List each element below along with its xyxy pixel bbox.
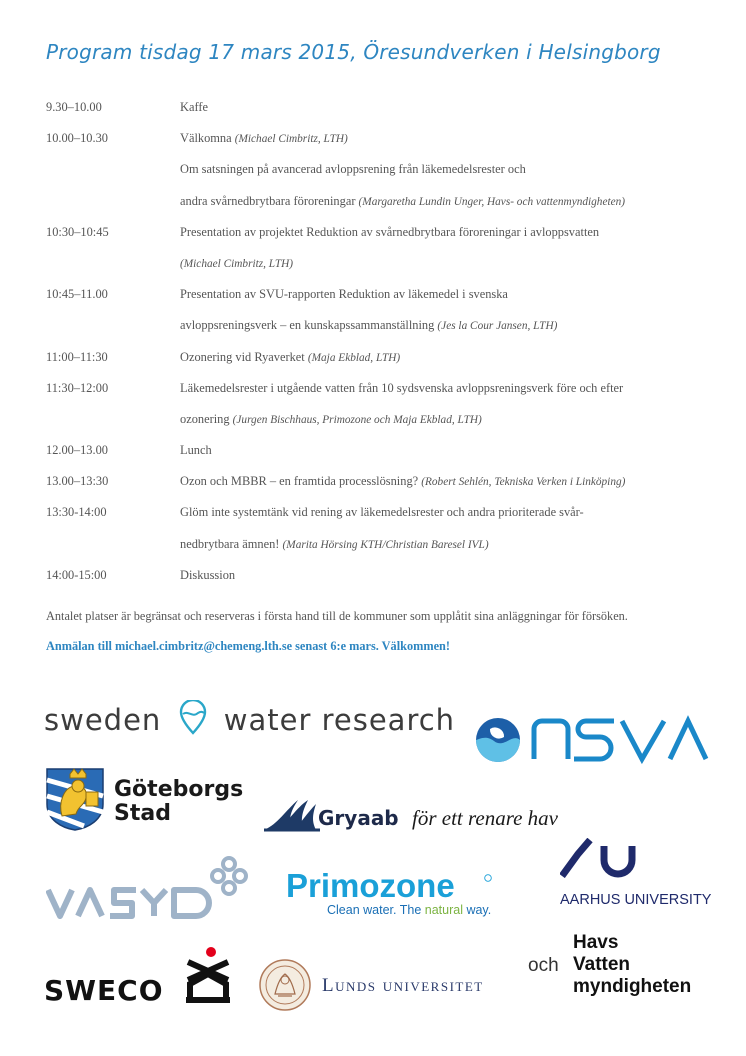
- program-text: Lunch: [180, 443, 212, 458]
- program-time: 11:00–11:30: [46, 349, 108, 364]
- goteborg-coat-of-arms-icon: [44, 766, 106, 832]
- program-time: 9.30–10.00: [46, 100, 102, 114]
- program-text: Välkomna: [180, 131, 235, 146]
- row-gap: [46, 305, 726, 315]
- havs-text-3: myndigheten: [573, 976, 692, 997]
- havs-vatten-logo-text: [573, 932, 691, 998]
- row-gap: [46, 430, 726, 440]
- program-speaker: (Marita Hörsing KTH/Christian Baresel IVL): [282, 538, 489, 551]
- program-speaker: (Michael Cimbritz, LTH): [234, 133, 348, 146]
- program-time: [46, 534, 180, 555]
- program-description: [180, 534, 726, 555]
- program-time: 12.00–13.00: [46, 443, 108, 458]
- program-row: [46, 284, 726, 305]
- program-text: Kaffe: [180, 100, 208, 114]
- program-text: avloppsreningsverk – en kunskapssammanställning: [180, 318, 438, 333]
- program-text: nedbrytbara ämnen!: [180, 536, 283, 551]
- row-gap: [46, 336, 726, 346]
- program-row: [46, 315, 726, 336]
- goteborg-text-1: Göteborgs: [114, 777, 244, 802]
- program-time: 10.00–10.30: [46, 131, 108, 146]
- program-time: [46, 191, 180, 212]
- havs-och-text: och: [528, 955, 559, 976]
- program-description: [180, 315, 726, 336]
- aarhus-university-text: AARHUS UNIVERSITY: [560, 892, 712, 908]
- program-text: Ozon och MBBR – en framtida processlösning?: [180, 474, 422, 489]
- program-row: [46, 128, 726, 149]
- program-time: [46, 315, 180, 336]
- row-gap: [46, 149, 726, 159]
- sweden-water-text-a: sweden: [44, 703, 162, 737]
- program-speaker: (Michael Cimbritz, LTH): [180, 257, 294, 270]
- program-description: [180, 471, 726, 492]
- goteborg-logo-text: [114, 778, 243, 826]
- program-time: 14:00-15:00: [46, 567, 107, 582]
- row-gap: [46, 243, 726, 253]
- primozone-tag-b: natural: [424, 903, 463, 917]
- program-row: [46, 347, 726, 368]
- gryaab-tagline: för ett renare hav: [412, 806, 558, 830]
- program-row: [46, 565, 726, 586]
- program-speaker: (Margaretha Lundin Unger, Havs- och vattenmyndigheten): [358, 195, 626, 208]
- program-row: [46, 471, 726, 492]
- water-drop-icon: [178, 700, 208, 736]
- program-description: [180, 97, 726, 118]
- primozone-tag-a: Clean water. The: [327, 903, 425, 917]
- program-time: 10:30–10:45: [46, 224, 109, 239]
- program-row: [46, 191, 726, 212]
- program-text: Glöm inte systemtänk vid rening av läkemedelsrester och andra prioriterade svår-: [180, 505, 584, 520]
- aarhus-university-icon: [560, 838, 640, 878]
- row-gap: [46, 461, 726, 471]
- program-text: Ozonering vid Ryaverket: [180, 349, 308, 364]
- sweco-mark-icon: [178, 946, 238, 1004]
- program-description: [180, 440, 726, 461]
- program-row: [46, 253, 726, 274]
- sweco-logo-text: SWECO: [44, 974, 164, 1007]
- program-text: Diskussion: [180, 567, 236, 582]
- row-gap: [46, 399, 726, 409]
- program-description: [180, 191, 726, 212]
- program-time: 13.00–13:30: [46, 474, 109, 489]
- row-gap: [46, 523, 726, 533]
- row-gap: [46, 368, 726, 378]
- seating-note: Antalet platser är begränsat och reserveras i första hand till de kommuner som upplåtit sina anläggningar för försöken.: [46, 609, 628, 623]
- havs-text-1: Havs: [573, 932, 619, 953]
- row-gap: [46, 274, 726, 284]
- program-time: 13:30-14:00: [46, 505, 107, 520]
- program-description: [180, 284, 726, 305]
- gryaab-text: Gryaab: [318, 806, 399, 830]
- program-description: [180, 502, 726, 523]
- program-text: Läkemedelsrester i utgående vatten från 10 sydsvenska avloppsreningsverk före och efter: [180, 380, 624, 395]
- program-text: andra svårnedbrytbara föroreningar: [180, 193, 359, 208]
- registration-info: Anmälan till michael.cimbritz@chemeng.lth.se senast 6:e mars. Välkommen!: [46, 639, 450, 653]
- program-text: Presentation av SVU-rapporten Reduktion av läkemedel i svenska: [180, 287, 508, 302]
- vasyd-logo: [46, 856, 252, 922]
- nsva-logo: [474, 715, 710, 765]
- program-text: ozonering: [180, 411, 233, 426]
- primozone-tag-c: way.: [462, 903, 492, 917]
- lund-university-seal-icon: [258, 958, 312, 1012]
- program-speaker: (Robert Sehlén, Tekniska Verken i Linköping): [421, 476, 626, 489]
- primozone-logo-text: Primozone: [286, 867, 455, 904]
- row-gap: [46, 180, 726, 190]
- sweden-water-text-b: water research: [223, 703, 456, 737]
- program-description: [180, 409, 726, 430]
- program-description: [180, 159, 726, 180]
- havs-text-2: Vatten: [573, 954, 631, 975]
- registered-mark-icon: [484, 874, 492, 882]
- row-gap: [46, 492, 726, 502]
- program-time: 11:30–12:00: [46, 380, 109, 395]
- program-row: [46, 159, 726, 180]
- program-row: [46, 97, 726, 118]
- program-time: 10:45–11.00: [46, 287, 108, 302]
- program-description: [180, 222, 726, 243]
- primozone-tagline: [327, 903, 491, 917]
- program-row: [46, 440, 726, 461]
- program-speaker: (Maja Ekblad, LTH): [307, 351, 401, 364]
- program-text: Presentation av projektet Reduktion av svårnedbrytbara föroreningar i avloppsvatten: [180, 224, 600, 239]
- program-row: [46, 378, 726, 399]
- program-description: [180, 253, 726, 274]
- program-description: [180, 347, 726, 368]
- program-description: [180, 565, 726, 586]
- program-table: [46, 97, 726, 586]
- program-description: [180, 378, 726, 399]
- lund-university-text: Lunds universitet: [322, 975, 484, 996]
- program-time: [46, 159, 180, 180]
- row-gap: [46, 212, 726, 222]
- program-row: [46, 222, 726, 243]
- program-time: [46, 409, 180, 430]
- program-description: [180, 128, 726, 149]
- row-gap: [46, 118, 726, 128]
- program-row: [46, 502, 726, 523]
- gryaab-wave-icon: [264, 796, 320, 832]
- goteborg-text-2: Stad: [114, 801, 171, 826]
- page-title: Program tisdag 17 mars 2015, Öresundverken i Helsingborg: [46, 40, 661, 64]
- row-gap: [46, 555, 726, 565]
- program-speaker: (Jes la Cour Jansen, LTH): [437, 320, 558, 333]
- program-text: Om satsningen på avancerad avloppsrening från läkemedelsrester och: [180, 162, 526, 177]
- program-row: [46, 534, 726, 555]
- program-time: [46, 253, 180, 274]
- program-row: [46, 409, 726, 430]
- program-speaker: (Jurgen Bischhaus, Primozone och Maja Ekblad, LTH): [232, 413, 482, 426]
- sweden-water-research-logo: [44, 700, 455, 737]
